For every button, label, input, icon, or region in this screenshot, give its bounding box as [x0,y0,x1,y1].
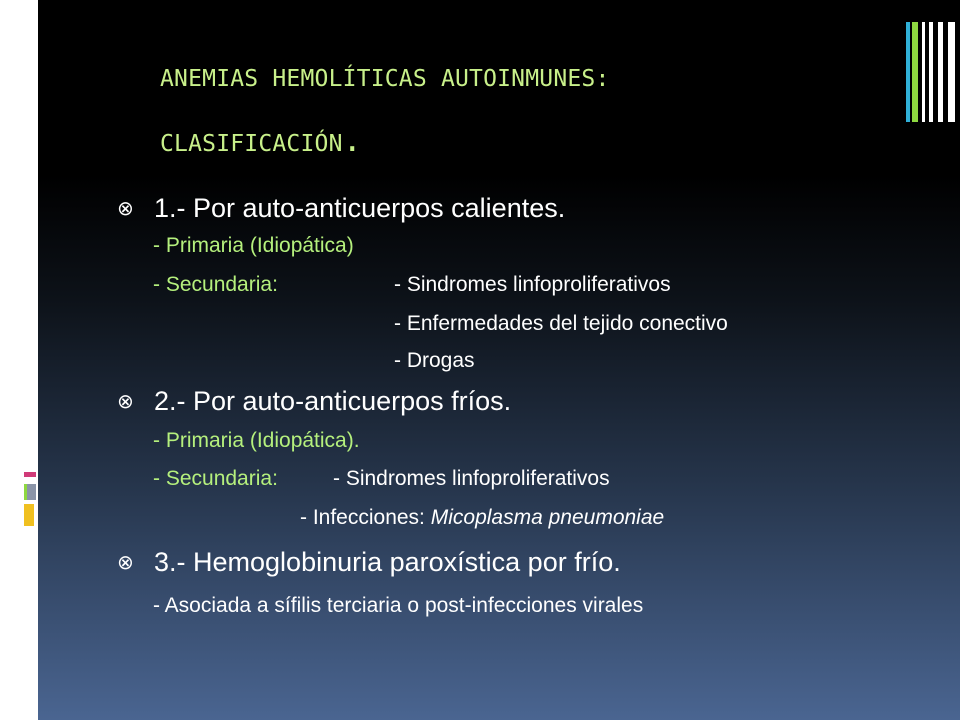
stripe-left-yellow [24,504,34,526]
section-2-item-2 [300,506,664,530]
stripe-top-cyan [906,22,910,122]
stripe-top-white-3 [938,22,943,122]
section-1-item-3: - Drogas [394,349,475,372]
left-white-bar [0,0,38,720]
section-1-item-1: - Sindromes linfoproliferativos [394,273,671,296]
section-3-item-1: - Asociada a sífilis terciaria o post-infecciones virales [153,594,644,617]
section-1-item-2: - Enfermedades del tejido conectivo [394,312,728,335]
section-1-primaria: - Primaria (Idiopática) [153,234,354,257]
section-3-heading: 3.- Hemoglobinuria paroxística por frío. [154,547,621,577]
stripe-top-white-2 [929,22,933,122]
section-1-secundaria-label: - Secundaria: [153,273,278,296]
section-2-secundaria-label: - Secundaria: [153,467,278,490]
slide [38,0,960,720]
section-2-primaria: - Primaria (Idiopática). [153,429,360,452]
slide-title-line-1: ANEMIAS HEMOLÍTICAS AUTOINMUNES: [160,66,610,92]
circled-cross-icon: ⊗ [117,196,134,220]
stripe-top-green [912,22,918,122]
section-2-item-2-organism: Micoplasma pneumoniae [430,506,665,529]
slide-title-line-2 [160,121,363,159]
section-1-heading: 1.- Por auto-anticuerpos calientes. [154,193,566,223]
section-2-item-1: - Sindromes linfoproliferativos [333,467,610,490]
stripe-left-green [24,484,27,500]
section-2-item-2-prefix: - Infecciones: [300,506,425,529]
circled-cross-icon: ⊗ [117,389,134,413]
title-dot: . [342,121,363,159]
section-2-heading: 2.- Por auto-anticuerpos fríos. [154,386,512,416]
stripe-top-white-4 [948,22,955,122]
circled-cross-icon: ⊗ [117,550,134,574]
title-text: CLASIFICACIÓN [160,131,343,157]
stripe-left-pink [24,472,36,477]
stripe-top-white-1 [922,22,925,122]
